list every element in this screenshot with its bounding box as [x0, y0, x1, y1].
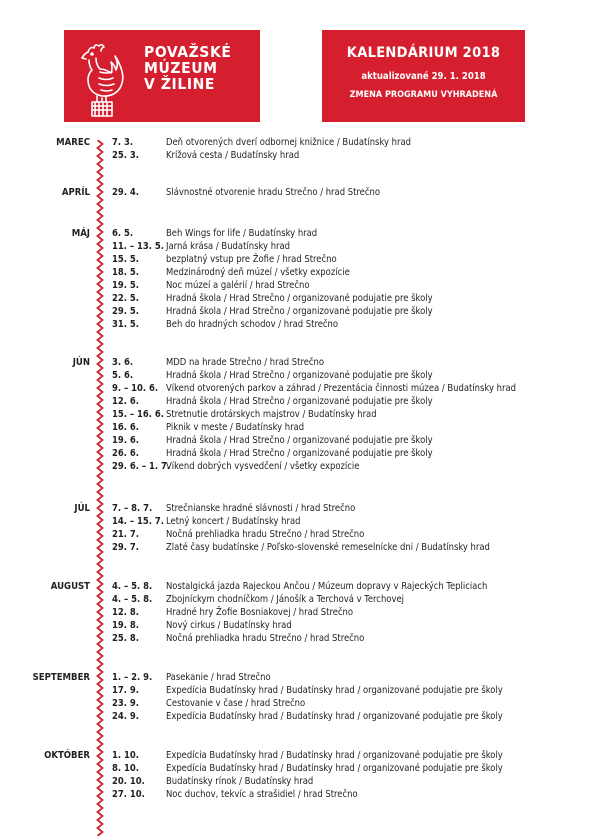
event-date: 19. 5.	[112, 280, 139, 291]
event-row	[0, 528, 589, 541]
event-description: Jarná krása / Budatínsky hrad	[166, 241, 291, 252]
event-description: MDD na hrade Strečno / hrad Strečno	[166, 357, 325, 368]
event-row	[0, 266, 589, 279]
event-description: Noc duchov, tekvíc a strašidiel / hrad Strečno	[166, 789, 358, 800]
event-row	[0, 292, 589, 305]
event-row	[0, 382, 589, 395]
event-row	[0, 671, 589, 684]
event-description: Noc múzeí a galérií / hrad Strečno	[166, 280, 310, 291]
event-description: Deň otvorených dverí odbornej knižnice / Budatínsky hrad	[166, 137, 412, 148]
event-row	[0, 762, 589, 775]
calendar-banner	[322, 30, 525, 122]
event-description: Medzinárodný deň múzeí / všetky expozície	[166, 267, 350, 278]
event-row	[0, 240, 589, 253]
event-date: 12. 8.	[112, 607, 139, 618]
event-row	[0, 749, 589, 762]
event-date: 12. 6.	[112, 396, 139, 407]
event-date: 1. – 2. 9.	[112, 672, 153, 683]
event-row	[0, 149, 589, 162]
event-row	[0, 619, 589, 632]
event-row	[0, 434, 589, 447]
event-description: Zlaté časy budatínske / Poľsko-slovenské remeselnícke dni / Budatínsky hrad	[166, 542, 490, 553]
month-name: AUGUST	[50, 581, 90, 592]
event-date: 21. 7.	[112, 529, 139, 540]
event-description: Nostalgická jazda Rajeckou Ančou / Múzeum dopravy v Rajeckých Tepliciach	[166, 581, 488, 592]
event-description: Hradná škola / Hrad Strečno / organizované podujatie pre školy	[166, 396, 433, 407]
event-description: Expedícia Budatínsky hrad / Budatínsky hrad / organizované podujatie pre školy	[166, 711, 503, 722]
event-date: 25. 8.	[112, 633, 139, 644]
event-row	[0, 697, 589, 710]
event-description: Nočná prehliadka hradu Strečno / hrad Strečno	[166, 529, 365, 540]
event-row	[0, 788, 589, 801]
event-date: 16. 6.	[112, 422, 139, 433]
event-date: 29. 7.	[112, 542, 139, 553]
event-row	[0, 447, 589, 460]
event-description: Expedícia Budatínsky hrad / Budatínsky hrad / organizované podujatie pre školy	[166, 685, 503, 696]
event-description: Víkend dobrých vysvedčení / všetky expozície	[166, 461, 360, 472]
event-date: 29. 5.	[112, 306, 139, 317]
event-description: Beh do hradných schodov / hrad Strečno	[166, 319, 339, 330]
event-date: 24. 9.	[112, 711, 139, 722]
event-row	[0, 515, 589, 528]
event-description: Hradné hry Žofie Bosniakovej / hrad Strečno	[166, 607, 354, 618]
event-date: 6. 5.	[112, 228, 134, 239]
month-name: OKTÓBER	[44, 750, 90, 761]
event-row	[0, 253, 589, 266]
event-date: 4. – 5. 8.	[112, 594, 153, 605]
event-date: 15. 5.	[112, 254, 139, 265]
event-description: Hradná škola / Hrad Strečno / organizované podujatie pre školy	[166, 435, 433, 446]
event-row	[0, 136, 589, 149]
month-name: MAREC	[56, 137, 90, 148]
event-description: Krížová cesta / Budatínsky hrad	[166, 150, 300, 161]
event-row	[0, 318, 589, 331]
event-date: 22. 5.	[112, 293, 139, 304]
event-row	[0, 421, 589, 434]
event-date: 29. 6. – 1. 7.	[112, 461, 171, 472]
event-row	[0, 186, 589, 199]
event-description: Piknik v meste / Budatínsky hrad	[166, 422, 305, 433]
event-date: 18. 5.	[112, 267, 139, 278]
calendar-title: KALENDÁRIUM 2018	[346, 45, 501, 61]
event-description: Víkend otvorených parkov a záhrad / Prezentácia činnosti múzea / Budatínsky hrad	[166, 383, 516, 394]
event-description: Stretnutie drotárskych majstrov / Budatínsky hrad	[166, 409, 377, 420]
event-row	[0, 369, 589, 382]
event-date: 1. 10.	[112, 750, 139, 761]
event-date: 20. 10.	[112, 776, 145, 787]
event-description: Slávnostné otvorenie hradu Strečno / hrad Strečno	[166, 187, 380, 198]
event-row	[0, 408, 589, 421]
event-row	[0, 684, 589, 697]
event-description: Beh Wings for life / Budatínsky hrad	[166, 228, 318, 239]
month-name: MÁJ	[71, 228, 90, 239]
event-description: Letný koncert / Budatínsky hrad	[166, 516, 301, 527]
event-date: 25. 3.	[112, 150, 139, 161]
event-description: Expedícia Budatínsky hrad / Budatínsky hrad / organizované podujatie pre školy	[166, 750, 503, 761]
event-row	[0, 632, 589, 645]
event-date: 17. 9.	[112, 685, 139, 696]
event-row	[0, 502, 589, 515]
event-row	[0, 710, 589, 723]
event-date: 3. 6.	[112, 357, 134, 368]
event-date: 7. – 8. 7.	[112, 503, 153, 514]
updated-date: aktualizované 29. 1. 2018	[361, 71, 486, 82]
event-row	[0, 279, 589, 292]
event-description: Cestovanie v čase / hrad Strečno	[166, 698, 306, 709]
event-date: 27. 10.	[112, 789, 145, 800]
event-row	[0, 541, 589, 554]
event-description: Hradná škola / Hrad Strečno / organizované podujatie pre školy	[166, 293, 433, 304]
event-date: 19. 8.	[112, 620, 139, 631]
event-row	[0, 305, 589, 318]
event-date: 11. – 13. 5.	[112, 241, 164, 252]
event-date: 26. 6.	[112, 448, 139, 459]
event-row	[0, 460, 589, 473]
event-description: Zbojníckym chodníčkom / Jánošík a Terchová v Terchovej	[166, 594, 404, 605]
event-description: Strečnianske hradné slávnosti / hrad Strečno	[166, 503, 356, 514]
event-date: 7. 3.	[112, 137, 134, 148]
event-date: 29. 4.	[112, 187, 139, 198]
event-date: 19. 6.	[112, 435, 139, 446]
program-change-note: ZMENA PROGRAMU VYHRADENÁ	[349, 90, 498, 100]
event-row	[0, 606, 589, 619]
event-date: 5. 6.	[112, 370, 134, 381]
header	[0, 30, 590, 122]
event-date: 23. 9.	[112, 698, 139, 709]
month-name: JÚN	[72, 357, 90, 368]
month-name: SEPTEMBER	[32, 672, 90, 683]
event-row	[0, 395, 589, 408]
rooster-logo-icon	[72, 36, 132, 120]
event-row	[0, 580, 589, 593]
event-description: Expedícia Budatínsky hrad / Budatínsky hrad / organizované podujatie pre školy	[166, 763, 503, 774]
event-date: 4. – 5. 8.	[112, 581, 153, 592]
event-description: Nový cirkus / Budatínsky hrad	[166, 620, 292, 631]
event-date: 15. – 16. 6.	[112, 409, 164, 420]
event-date: 8. 10.	[112, 763, 139, 774]
museum-name: POVAŽSKÉ MÚZEUM V ŽILINE	[144, 43, 232, 93]
event-description: Hradná škola / Hrad Strečno / organizované podujatie pre školy	[166, 370, 433, 381]
event-description: bezplatný vstup pre Žofie / hrad Strečno	[166, 254, 337, 265]
event-row	[0, 227, 589, 240]
event-date: 14. – 15. 7.	[112, 516, 164, 527]
event-description: Hradná škola / Hrad Strečno / organizované podujatie pre školy	[166, 448, 433, 459]
event-row	[0, 356, 589, 369]
event-row	[0, 593, 589, 606]
event-description: Budatínsky rínok / Budatínsky hrad	[166, 776, 314, 787]
month-name: APRÍL	[61, 187, 90, 198]
event-description: Nočná prehliadka hradu Strečno / hrad Strečno	[166, 633, 365, 644]
event-description: Pasekanie / hrad Strečno	[166, 672, 271, 683]
event-row	[0, 775, 589, 788]
event-description: Hradná škola / Hrad Strečno / organizované podujatie pre školy	[166, 306, 433, 317]
month-name: JÚL	[74, 503, 90, 514]
event-date: 31. 5.	[112, 319, 139, 330]
museum-banner	[64, 30, 260, 122]
event-date: 9. – 10. 6.	[112, 383, 159, 394]
